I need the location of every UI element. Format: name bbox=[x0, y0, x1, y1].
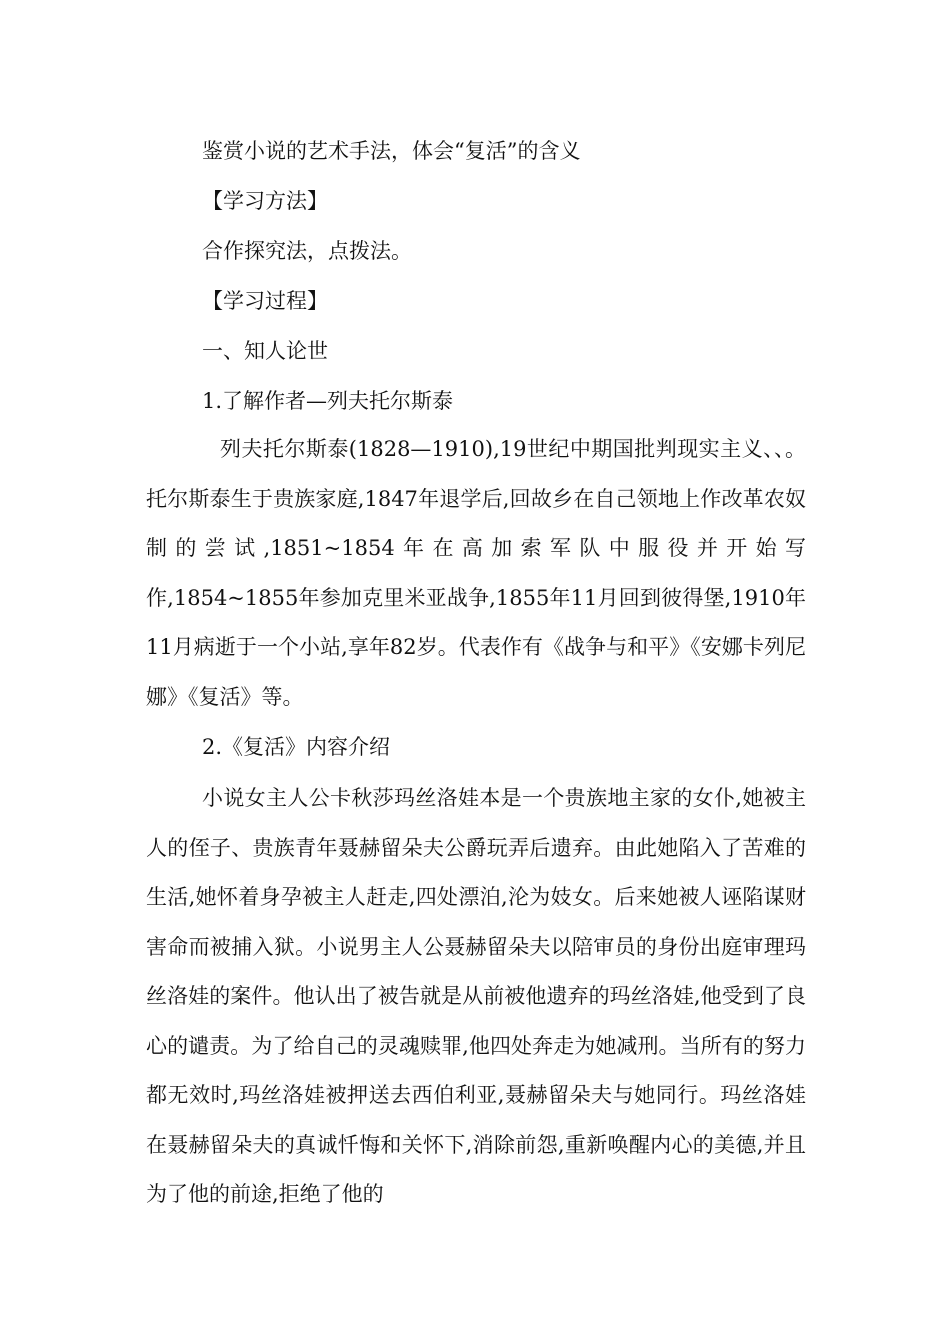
author-paragraph: 列夫托尔斯泰(1828—1910),19世纪中期国批判现实主义、、。托尔斯泰生于贵族家庭,1847年退学后,回故乡在自己领地上作改革农奴制的尝试,1851~1854年在高加索军队中服役并开始写作,1854~1855年参加克里米亚战争,1855年11月回到彼得堡,1910年11月病逝于一个小站,享年82岁。代表作有《战争与和平》《安娜卡列尼娜》《复活》等。 bbox=[146, 437, 806, 709]
section-2-heading: 2.《复活》内容介绍 bbox=[202, 735, 391, 759]
learning-process-heading: 【学习过程】 bbox=[202, 289, 328, 313]
section-1-heading: 一、知人论世 bbox=[202, 339, 328, 363]
content-paragraph: 小说女主人公卡秋莎玛丝洛娃本是一个贵族地主家的女仆,她被主人的侄子、贵族青年聂赫留朵夫公爵玩弄后遗弃。由此她陷入了苦难的生活,她怀着身孕被主人赶走,四处漂泊,沦为妓女。后来她被人诬陷谋财害命而被捕入狱。小说男主人公聂赫留朵夫以陪审员的身份出庭审理玛丝洛娃的案件。他认出了被告就是从前被他遗弃的玛丝洛娃,他受到了良心的谴责。为了给自己的灵魂赎罪,他四处奔走为她减刑。当所有的努力都无效时,玛丝洛娃被押送去西伯利亚,聂赫留朵夫与她同行。玛丝洛娃在聂赫留朵夫的真诚忏悔和关怀下,消除前怨,重新唤醒内心的美德,并且为了他的前途,拒绝了他的 bbox=[146, 786, 806, 1206]
learning-goal-line: 鉴赏小说的艺术手法，体会“复活”的含义 bbox=[202, 139, 581, 163]
author-subheading: 1.了解作者—列夫托尔斯泰 bbox=[202, 389, 454, 413]
learning-method-heading: 【学习方法】 bbox=[202, 189, 328, 213]
learning-method-text: 合作探究法，点拨法。 bbox=[202, 239, 412, 263]
